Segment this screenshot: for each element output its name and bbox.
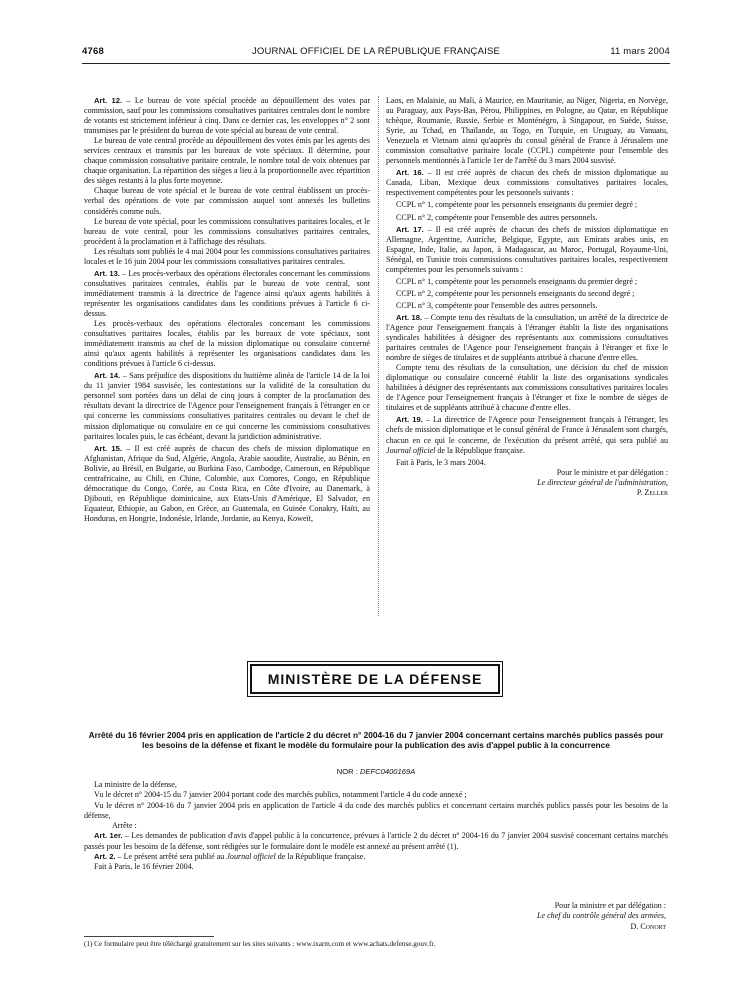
footnote: (1) Ce formulaire peut être téléchargé gratuitement sur les sites suivants : www.ixarm.com et www.achats.defense.gouv.fr.: [84, 940, 436, 948]
arrete-signature-delegation: Pour la ministre et par délégation :: [554, 901, 666, 910]
article-19-label: Art. 19.: [396, 415, 423, 425]
footnote-rule: [84, 936, 214, 937]
arrete-minister: La ministre de la défense,: [94, 780, 177, 789]
article-16-label: Art. 16.: [396, 168, 424, 178]
article-12-paragraph-5: Les résultats sont publiés le 4 mai 2004 pour les commissions consultatives paritaires locales et le 16 juin 2004 pour les commissions consultatives paritaires centrales.: [84, 246, 370, 266]
article-15-continuation: Laos, en Malaisie, au Mali, à Maurice, en Mauritanie, au Niger, Nigeria, en Norvège, au Paraguay, aux Pays-Bas, Pérou, Philippines, en Pologne, au Qatar, en République tchèque, Roumanie, Russie, Serbie et Monténégro, à Singapour, en Suède, Suisse, Syrie, au Tchad, en Thaïlande, au Togo, en Turquie, en Uruguay, au Vanuatu, Venezuela et Vietnam ainsi qu'auprès du consul général de France à Jérusalem une commission consultative paritaire locale (CCPL) compétente pour l'ensemble des personnels mentionnés à l'article 1er de l'arrêté du 3 mars 2004 susvisé.: [386, 96, 668, 166]
article-15-label: Art. 15.: [94, 443, 122, 453]
arrete-visa-2: Vu le décret n° 2004-16 du 7 janvier 2004 pris en application de l'article 4 du code des marchés publics et concernant certains marchés publics passés pour les besoins de la défense,: [84, 800, 668, 820]
signature-block: [386, 468, 668, 498]
arrete-article-2-label: Art. 2.: [94, 852, 116, 862]
arrete-article-2: Art. 2. – Le présent arrêté sera publié au Journal officiel de la République française.: [94, 852, 366, 862]
article-12-paragraph-4: Le bureau de vote spécial, pour les commissions consultatives paritaires locales, et le bureau de vote central, pour les commissions consultatives paritaires centrales, procèdent à la proclamation et à l'affichage des résultats.: [84, 216, 370, 246]
arrete-decides: Arrête :: [112, 821, 137, 831]
article-16-paragraph: Art. 16. – Il est créé auprès de chacun des chefs de mission diplomatique au Canada, Liban, Mexique deux commissions consultatives paritaires locales, respectivement compétentes pour les personnels suivants :: [386, 168, 669, 198]
article-18-label: Art. 18.: [396, 312, 423, 322]
article-17-label: Art. 17.: [396, 224, 424, 234]
nor-reference: [84, 767, 668, 776]
article-17-item-1: CCPL n° 1, compétente pour les personnels enseignants du premier degré ;: [396, 276, 638, 286]
arrete-signature-block: [406, 901, 666, 932]
arrete-signing-place-date: Fait à Paris, le 16 février 2004.: [94, 862, 194, 872]
ministry-banner: MINISTÈRE DE LA DÉFENSE: [250, 664, 500, 694]
signatory-name: P. Zeller: [636, 487, 668, 497]
header-rule: [82, 63, 670, 64]
article-12-paragraph-3: Chaque bureau de vote spécial et le bureau de vote central établissent un procès-verbal des opérations de vote par commission auquel sont annexés les bulletins considérés comme nuls.: [84, 186, 370, 216]
article-13-label: Art. 13.: [94, 268, 120, 278]
signing-place-date: Fait à Paris, le 3 mars 2004.: [396, 457, 486, 467]
article-13-paragraph-2: Les procès-verbaux des opérations électorales concernant les commissions consultatives paritaires locales, établis par les bureaux de vote spéciaux, sont immédiatement transmis au chef de la mission diplomatique ou consulaire concerné ainsi qu'aux agents habilités à représenter les organisations candidates dans les conditions prévues à l'article 6 ci-dessus.: [84, 319, 370, 369]
article-12-label: Art. 12.: [94, 96, 123, 105]
article-12-paragraph: Art. 12. – Le bureau de vote spécial procède au dépouillement des votes par commission, sauf pour les commissions consultatives paritaires centrales dont le nombre de votants est strictement inférieur à cinq. Dans ce dernier cas, les enveloppes n° 2 sont transmises par le président du bureau de vote spécial au bureau de vote central.: [84, 96, 370, 136]
article-14-paragraph: Art. 14. – Sans préjudice des dispositions du huitième alinéa de l'article 14 de la loi du 11 janvier 1984 susvisée, les contestations sur la validité de la consultation du personnel sont portées dans un délai de cinq jours à compter de la proclamation des résultats devant la directrice de l'Agence pour l'enseignement français à l'étranger en ce qui concerne les commissions consultatives paritaires centrales ou devant le chef de mission diplomatique ou consulaire en ce qui concerne les commissions consultatives paritaires locales puis, le cas échéant, devant la juridiction administrative.: [84, 371, 370, 441]
article-14-label: Art. 14.: [94, 371, 121, 381]
article-16-item-2: CCPL n° 2, compétente pour l'ensemble des autres personnels.: [396, 212, 598, 222]
arrete-article-1-label: Art. 1er.: [94, 831, 123, 841]
page-header: [82, 46, 670, 62]
article-18-paragraph-2: Compte tenu des résultats de la consultation, une décision du chef de mission diplomatique ou consulaire concerné établit la liste des organisations syndicales habilitées à désigner des représentants aux commissions consultatives paritaires locales de l'Agence pour l'enseignement français à l'étranger et fixe le nombre de sièges de titulaires et de suppléants attribué à chacune d'entre elles.: [386, 363, 668, 413]
article-16-item-1: CCPL n° 1, compétente pour les personnels enseignants du premier degré ;: [396, 200, 638, 210]
nor-value: DEFC0400169A: [359, 767, 416, 776]
journal-officiel-reference: Journal officiel: [386, 445, 436, 455]
page-number: 4768: [82, 46, 104, 57]
journal-officiel-reference-2: Journal officiel: [226, 852, 276, 862]
article-18-paragraph: Art. 18. – Compte tenu des résultats de la consultation, un arrêté de la directrice de l'Agence pour l'enseignement français à l'étranger établit la liste des organisations syndicales habilitées à désigner des représentants aux commissions consultatives paritaires centrales de l'Agence pour l'enseignement français à l'étranger et fixe le nombre de sièges de titulaires et de suppléants attribué à chacune d'entre elles.: [386, 312, 668, 363]
article-17-item-3: CCPL n° 3, compétente pour l'ensemble des autres personnels.: [396, 300, 598, 310]
arrete-visa-1: Vu le décret n° 2004-15 du 7 janvier 2004 portant code des marchés publics, notamment l'article 4 du code annexé ;: [94, 790, 467, 800]
article-13-paragraph: Art. 13. – Les procès-verbaux des opérations électorales concernant les commissions consultatives paritaires centrales, établis par le bureau de vote central, sont immédiatement transmis à la directrice de l'agence ainsi qu'aux agents habilités à représenter les organisations candidates dans les conditions prévues à l'article 6 ci-dessus.: [84, 268, 370, 318]
column-separator: [378, 96, 379, 616]
journal-title: JOURNAL OFFICIEL DE LA RÉPUBLIQUE FRANÇAISE: [251, 46, 501, 57]
issue-date: 11 mars 2004: [610, 46, 670, 57]
article-17-paragraph: Art. 17. – Il est créé auprès de chacun des chefs de mission diplomatique en Allemagne, Argentine, Autriche, Belgique, Egypte, aux Emirats arabes unis, en Espagne, Inde, Italie, au Japon, à Madagascar, au Maroc, Portugal, Royaume-Uni, Sénégal, en Tunisie trois commissions consultatives paritaires locales, respectivement compétentes pour les personnels suivants :: [386, 224, 669, 274]
article-17-item-2: CCPL n° 2, compétente pour les personnels enseignants du second degré ;: [396, 288, 635, 298]
article-12-paragraph-2: Le bureau de vote central procède au dépouillement des votes émis par les agents des services centraux et transmis par les bureaux de vote spéciaux. Il détermine, pour chaque commission consultative paritaire centrale, le nombre total de voix obtenues par chaque organisation. La répartition des sièges a lieu à la proportionnelle avec répartition des sièges restants à la plus forte moyenne.: [84, 136, 370, 186]
article-19-paragraph: Art. 19. – La directrice de l'Agence pour l'enseignement français à l'étranger, les chefs de mission diplomatique et le consul général de France à Jérusalem sont chargés, chacun en ce qui le concerne, de l'exécution du présent arrêté, qui sera publié au Journal officiel de la République française.: [386, 415, 668, 455]
nor-label: NOR :: [336, 767, 360, 776]
arrete-signatory-title: Le chef du contrôle général des armées,: [537, 911, 666, 921]
arrete-signatory-name: D. Conort: [630, 921, 666, 931]
right-column: [386, 96, 668, 498]
arrete-title: Arrêté du 16 février 2004 pris en application de l'article 2 du décret n° 2004-16 du 7 janvier 2004 concernant certains marchés publics passés pour les besoins de la défense et fixant le modèle du formulaire pour la publication des avis d'appel public à la concurrence: [88, 730, 664, 751]
left-column: [84, 96, 370, 524]
signature-delegation: Pour le ministre et par délégation :: [556, 467, 668, 477]
article-15-paragraph: Art. 15. – Il est créé auprès de chacun des chefs de mission diplomatique en Afghanistan, Afrique du Sud, Algérie, Angola, Arabie saoudite, Australie, au Bénin, en Bolivie, au Brésil, en Bulgarie, au Burkina Faso, Cambodge, Cameroun, en République centrafricaine, au Chili, en Chine, Colombie, aux Comores, Congo, en République démocratique du Congo, Corée, au Costa Rica, en Côte d'Ivoire, au Danemark, à Djibouti, en République dominicaine, aux Etats-Unis d'Amérique, El Salvador, en Equateur, Ethiopie, au Gabon, en Grèce, au Guatemala, en Guinée Conakry, Haïti, au Honduras, en Hongrie, Indonésie, Irlande, Jordanie, au Kenya, Koweït,: [84, 443, 371, 523]
signatory-title: Le directeur général de l'administration,: [537, 477, 668, 487]
arrete-body: [84, 780, 668, 873]
arrete-article-1: Art. 1er. – Les demandes de publication d'avis d'appel public à la concurrence, prévues à l'article 2 du décret n° 2004-16 du 7 janvier 2004 susvisé concernant certains marchés passés pour les besoins de la défense, sont rédigées sur le formulaire dont le modèle est annexé au présent arrêté (1).: [84, 831, 668, 851]
